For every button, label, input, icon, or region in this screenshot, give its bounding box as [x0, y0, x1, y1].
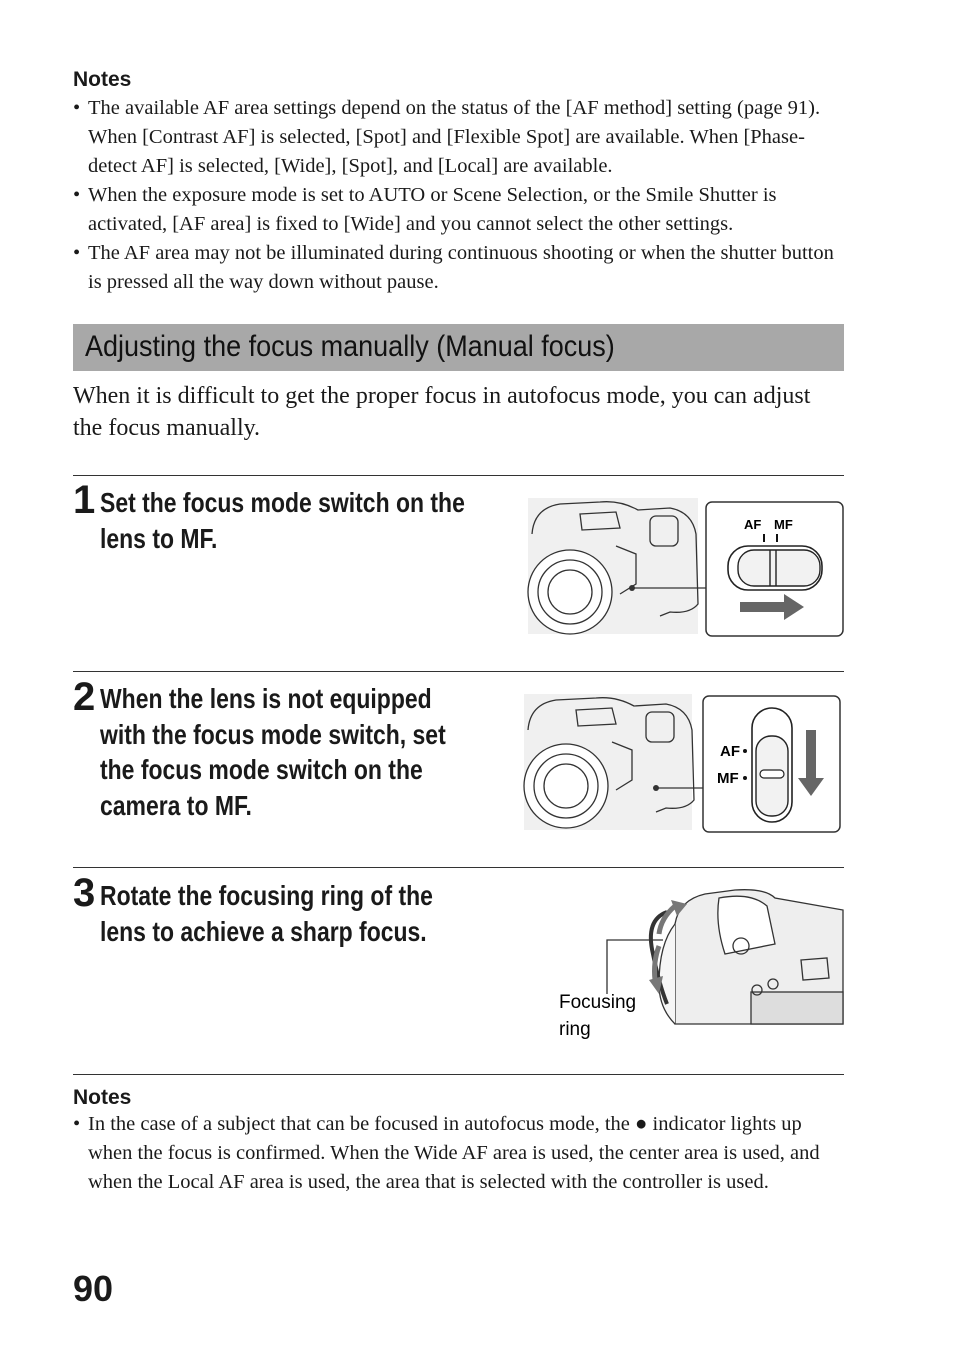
step-2-line: with the focus mode switch, set — [100, 718, 446, 750]
af-label: AF — [744, 517, 762, 532]
step-2-number: 2 — [73, 675, 96, 719]
step-divider — [73, 671, 844, 672]
step-1-line: Set the focus mode switch on the — [100, 487, 465, 518]
slide-switch-icon — [728, 546, 822, 590]
pointer-dot — [629, 585, 635, 591]
mf-label: MF — [717, 770, 739, 787]
step-2-line: the focus mode switch on the — [100, 754, 423, 785]
step-3-line: Rotate the focusing ring of the — [100, 880, 433, 911]
note-item: • In the case of a subject that can be focused in autofocus mode, the ● indicator lights up when the focus is confirmed. When the Wide AF area is used, the center area is used, and when the Local AF area is used, the area that is selected with the controller is used. — [73, 1110, 848, 1197]
step-divider — [73, 867, 844, 868]
lens-switch-illustration — [520, 494, 846, 640]
notes-divider — [73, 1074, 844, 1075]
notes-heading-bottom: Notes — [73, 1086, 132, 1109]
step-3-line: lens to achieve a sharp focus. — [100, 915, 427, 947]
focusing-ring-illustration — [555, 884, 845, 1044]
step-1-number: 1 — [73, 478, 96, 522]
vertical-switch-icon — [752, 708, 792, 822]
step-2-line: When the lens is not equipped — [100, 683, 432, 714]
camera-body-icon — [524, 694, 694, 830]
note-item: • The available AF area settings depend on the status of the [AF method] setting (page 91). When [Contrast AF] is selected, [Spot] and [Flexible Spot] are available. When [Phase-detect AF] is selected, [Wide], [Spot], and [Local] are available. — [73, 94, 848, 181]
section-title: Adjusting the focus manually (Manual focus) — [85, 330, 615, 363]
step-2-text — [100, 681, 446, 823]
note-item: • When the exposure mode is set to AUTO or Scene Selection, or the Smile Shutter is activated, [AF area] is fixed to [Wide] and you cannot select the other settings. — [73, 181, 848, 239]
notes-list-bottom — [73, 1110, 848, 1197]
camera-body-icon — [528, 498, 698, 634]
step-1-text — [100, 485, 465, 556]
af-label: AF — [720, 743, 740, 760]
notes-heading-top: Notes — [73, 68, 132, 91]
camera-switch-illustration — [520, 690, 846, 836]
section-intro: When it is difficult to get the proper focus in autofocus mode, you can adjust the focus manually. — [73, 383, 811, 441]
pointer-dot — [653, 785, 659, 791]
mf-label: MF — [774, 517, 793, 532]
step-1-line: lens to MF. — [100, 522, 218, 554]
section-header-bar — [73, 324, 844, 371]
note-item: • The AF area may not be illuminated during continuous shooting or when the shutter button is pressed all the way down without pause. — [73, 239, 848, 297]
focusing-ring-label-1: Focusing — [559, 992, 637, 1013]
step-3-number: 3 — [73, 871, 96, 915]
camera-rear-icon — [659, 890, 843, 1024]
step-3-text — [100, 878, 433, 949]
page-number: 90 — [73, 1268, 114, 1309]
step-divider — [73, 475, 844, 476]
notes-list-top — [73, 94, 848, 297]
step-2-line: camera to MF. — [100, 789, 252, 821]
focusing-ring-label-2: ring — [559, 1019, 591, 1040]
